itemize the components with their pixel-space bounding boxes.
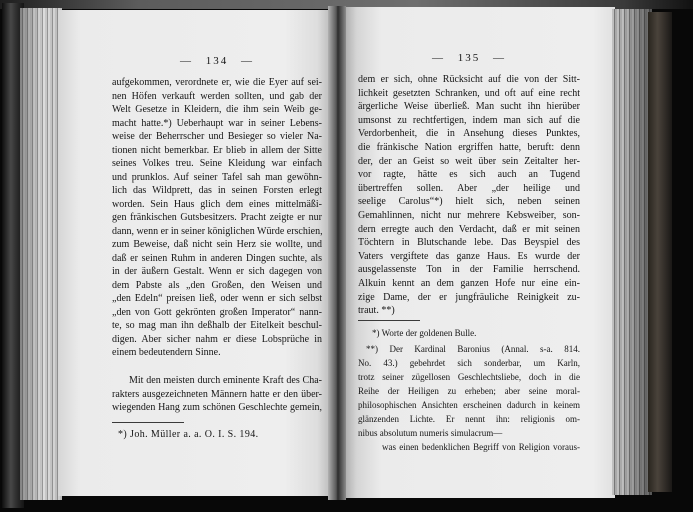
page-stack-edge-left (20, 8, 62, 500)
text-line: No. 43.) gebehrdet sich sonderbar, um Karln, (358, 358, 580, 368)
paragraph (112, 374, 322, 415)
text-line: Alkuin kennt an dem ganzen Hofe nur eine ein- (358, 277, 580, 289)
text-line: ärgerliche Weise überließ. Man sucht ihn hierüber (358, 101, 580, 113)
footnote-rule (358, 320, 420, 321)
text-line: *) Worte der goldenen Bulle. (372, 328, 477, 338)
text-line: trotz seiner zügellosen Geschlechtsliebe, doch in die (358, 372, 580, 382)
text-line: worden. Sein Haus glich dem eines mittelmäßi- (112, 198, 322, 210)
text-line: die fränkische Nation ergriffen hatte, beruft: denn (358, 141, 580, 153)
text-line: Welt Gesetze in Kleidern, die ihm sein Weib ge- (112, 104, 322, 115)
text-line: seines Volkes treu. Seine Kleidung war einfach (112, 158, 322, 169)
text-line: Gemahlinnen, nicht nur mehrere Kebsweiber, son- (358, 209, 580, 221)
page-number: — 135 — (432, 52, 506, 64)
text-line: und prunklos. Auf seiner Tafel sah man gewöhn- (112, 171, 322, 183)
book-cover-edge-right (648, 12, 672, 492)
text-line: dann, wenn er in seiner königlichen Würde erschien, (112, 225, 323, 237)
text-line: zum Beweise, daß nicht sein Herz sie wollte, und (112, 239, 322, 250)
page-number: — 134 — (180, 55, 254, 67)
footnote (358, 326, 580, 340)
text-line: aufgekommen, verordnete er, wie die Eyer auf sei- (112, 77, 322, 88)
text-line: Verdorbenheit, die in Ansehung dieses Punktes, (358, 128, 580, 140)
text-line: zige Dame, der er jungfräuliche Reinigkeit zu- (358, 291, 580, 303)
footnote: *) Joh. Müller a. a. O. I. S. 194. (118, 429, 259, 440)
text-line: „den von Gott gekrönten großen Imperator“ nann- (112, 306, 322, 318)
text-line: nibus absolutum numeris simulacrum— (358, 428, 503, 438)
text-line: dem er sich, ohne Rücksicht auf die von der Sitt- (358, 74, 580, 85)
text-line: Mit den meisten durch eminente Kraft des Cha- (129, 375, 322, 386)
text-line: einem bedeutendern Sinne. (112, 347, 221, 358)
text-line: weise der Beherrscher und Besieger so vieler Na- (112, 131, 322, 142)
text-line: übertreffen sollen. Aber „der heilige und (358, 182, 580, 194)
paragraph (112, 76, 322, 360)
footnote-rule (112, 422, 184, 423)
text-line: was einen bedenklichen Begriff von Religion voraus- (382, 442, 580, 452)
text-line: gen fränkischen Gutsbesitzers. Pracht zeigte er nur (112, 212, 322, 223)
text-line: dem Pabste als „den Großen, den Weisen und (112, 279, 322, 291)
text-line: umsonst zu rechtfertigen, indem man sich auf die (358, 114, 580, 126)
text-line: Vaters vergiftete das ganze Haus. Es wurde der (358, 250, 580, 262)
text-line: wiegenden Hang zum schönen Geschlechte gemein, (112, 402, 322, 413)
book-gutter (328, 6, 346, 500)
text-line: macht hatte.*) Ueberhaupt war in seiner Lebens- (112, 117, 322, 129)
text-line: nen Höfen verkauft werden sollten, und gab der (112, 90, 322, 102)
page-stack-edge-right (612, 9, 652, 495)
text-line: Töchtern in Blutschande lebe. Das Beyspiel des (358, 237, 580, 249)
text-line: Reihe der Heiligen zu erheben; aber seine moral- (358, 386, 580, 396)
text-line: „den Edeln“ preisen ließ, oder wenn er sich selbst (112, 293, 322, 304)
text-line: digen. Aber sicher nahm er diese Lobsprüche in (112, 333, 322, 345)
text-line: ausgelassenste Ton in der Familie herrschend. (358, 264, 580, 276)
text-line: in der äußern Gestalt. Wenn er sich dagegen von (112, 266, 322, 277)
text-line: lichkeit gesetzten Schranken, und oft auf eine recht (358, 87, 580, 99)
text-line: tionen nicht bemerkbar. Er blieb in allem der Sitte (112, 144, 322, 156)
footnote (358, 342, 580, 454)
text-line: vor ragte, hätte es sich auch an Tugend (358, 169, 580, 181)
text-line: **) Der Kardinal Baronius (Annal. s-a. 814. (366, 344, 580, 354)
text-line: daß er seinen Ruhm in anderen Dingen suchte, als (112, 252, 322, 264)
text-line: te, so mag man ihn deßhalb der Eitelkeit beschul- (112, 320, 322, 331)
text-line: philosophischen Ansichten erscheinen dadurch in keinem (358, 400, 580, 410)
text-line: traut. **) (358, 305, 395, 317)
text-line: seelige Carolus“*) hielt sich, neben seinen (358, 196, 580, 208)
text-line: lich das Wildprett, das in seinen Forsten erlegt (112, 185, 322, 196)
text-line: glänzenden Lichte. Er nennt ihn: religionis om- (358, 414, 580, 424)
paragraph (358, 73, 580, 318)
text-line: dern erregte auch den Verdacht, daß er mit seinen (358, 223, 580, 235)
text-line: rakters ausgezeichneten Männern hatte er den über- (112, 388, 322, 400)
text-line: der, der an Geist so weit über sein Zeitalter her- (358, 155, 580, 167)
